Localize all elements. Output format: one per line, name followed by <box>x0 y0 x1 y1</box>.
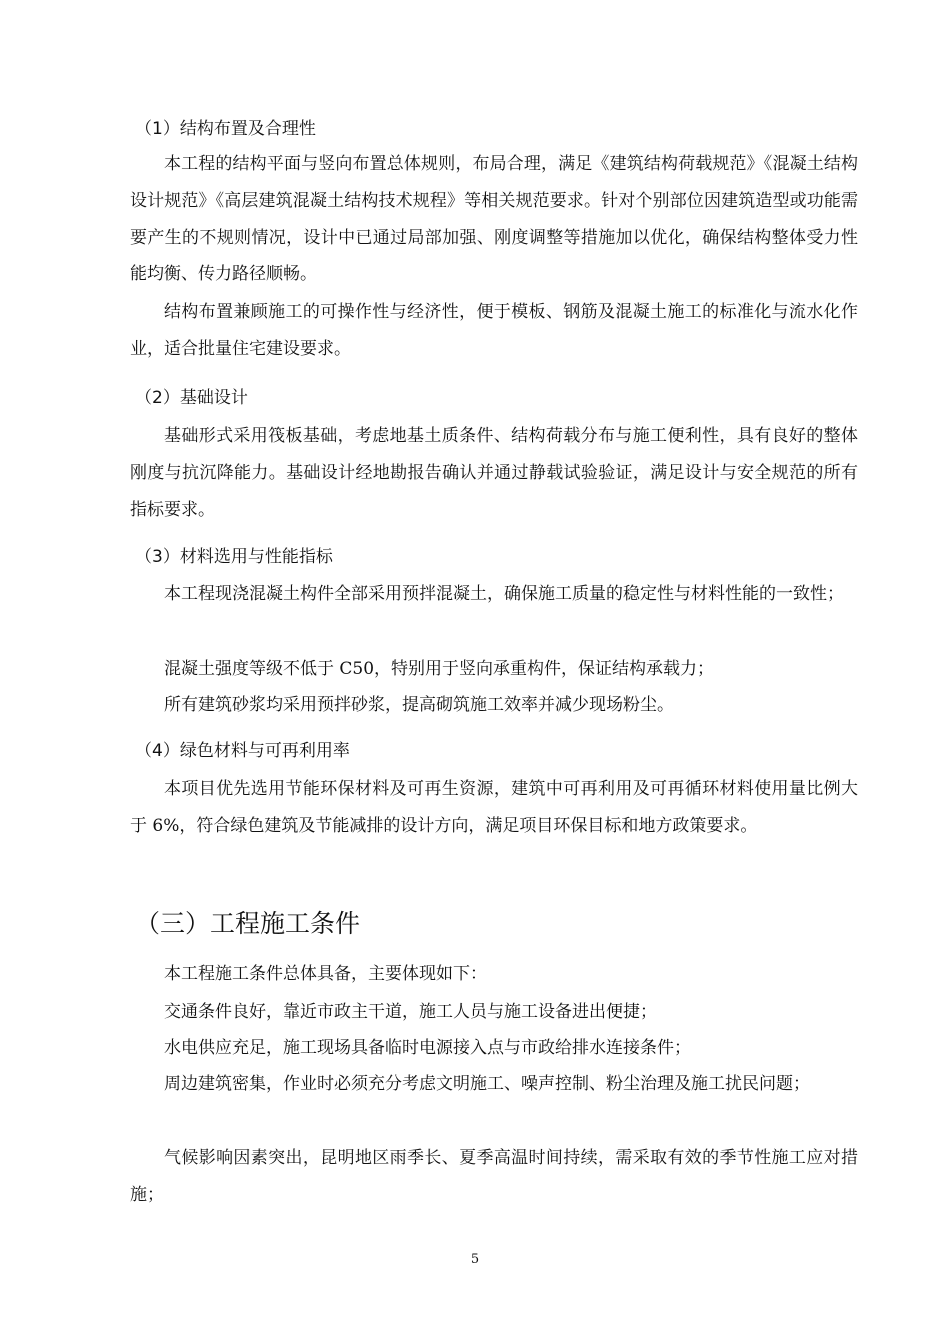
paragraph-green-materials: 本项目优先选用节能环保材料及可再生资源，建筑中可再利用及可再循环材料使用量比例大于 6%，符合绿色建筑及节能减排的设计方向，满足项目环保目标和地方政策要求。 <box>130 779 858 836</box>
paragraph-structure-layout-1: 本工程的结构平面与竖向布置总体规则，布局合理，满足《建筑结构荷载规范》《混凝土结构设计规范》《高层建筑混凝土结构技术规程》等相关规范要求。针对个别部位因建筑造型或功能需要产生的不规则情况，设计中已通过局部加强、刚度调整等措施加以优化，确保结构整体受力性能均衡、传力路径顺畅。 <box>130 154 858 285</box>
paragraph-conditions-utilities: 水电供应充足，施工现场具备临时电源接入点与市政给排水连接条件； <box>164 1038 691 1058</box>
section-heading-green-materials: （4）绿色材料与可再利用率 <box>135 741 350 761</box>
section-heading-materials: （3）材料选用与性能指标 <box>135 547 333 567</box>
paragraph-conditions-climate: 气候影响因素突出，昆明地区雨季长、夏季高温时间持续，需采取有效的季节性施工应对措施； <box>130 1148 858 1205</box>
paragraph-foundation: 基础形式采用筏板基础，考虑地基土质条件、结构荷载分布与施工便利性，具有良好的整体刚度与抗沉降能力。基础设计经地勘报告确认并通过静载试验验证，满足设计与安全规范的所有指标要求。 <box>130 426 858 520</box>
paragraph-materials-2: 混凝土强度等级不低于 C50，特别用于竖向承重构件，保证结构承载力； <box>164 659 715 679</box>
chapter-heading-construction-conditions: （三）工程施工条件 <box>135 909 361 938</box>
paragraph-materials-1: 本工程现浇混凝土构件全部采用预拌混凝土，确保施工质量的稳定性与材料性能的一致性； <box>164 584 844 604</box>
page-number: 5 <box>470 1252 480 1267</box>
paragraph-conditions-surroundings: 周边建筑密集，作业时必须充分考虑文明施工、噪声控制、粉尘治理及施工扰民问题； <box>164 1074 810 1094</box>
section-heading-foundation: （2）基础设计 <box>135 388 248 408</box>
paragraph-conditions-intro: 本工程施工条件总体具备，主要体现如下： <box>164 964 487 984</box>
section-heading-structure-layout: （1）结构布置及合理性 <box>135 119 316 139</box>
paragraph-structure-layout-2: 结构布置兼顾施工的可操作性与经济性，便于模板、钢筋及混凝土施工的标准化与流水化作业，适合批量住宅建设要求。 <box>130 302 858 359</box>
paragraph-materials-3: 所有建筑砂浆均采用预拌砂浆，提高砌筑施工效率并减少现场粉尘。 <box>164 695 674 715</box>
paragraph-conditions-traffic: 交通条件良好，靠近市政主干道，施工人员与施工设备进出便捷； <box>164 1002 657 1022</box>
